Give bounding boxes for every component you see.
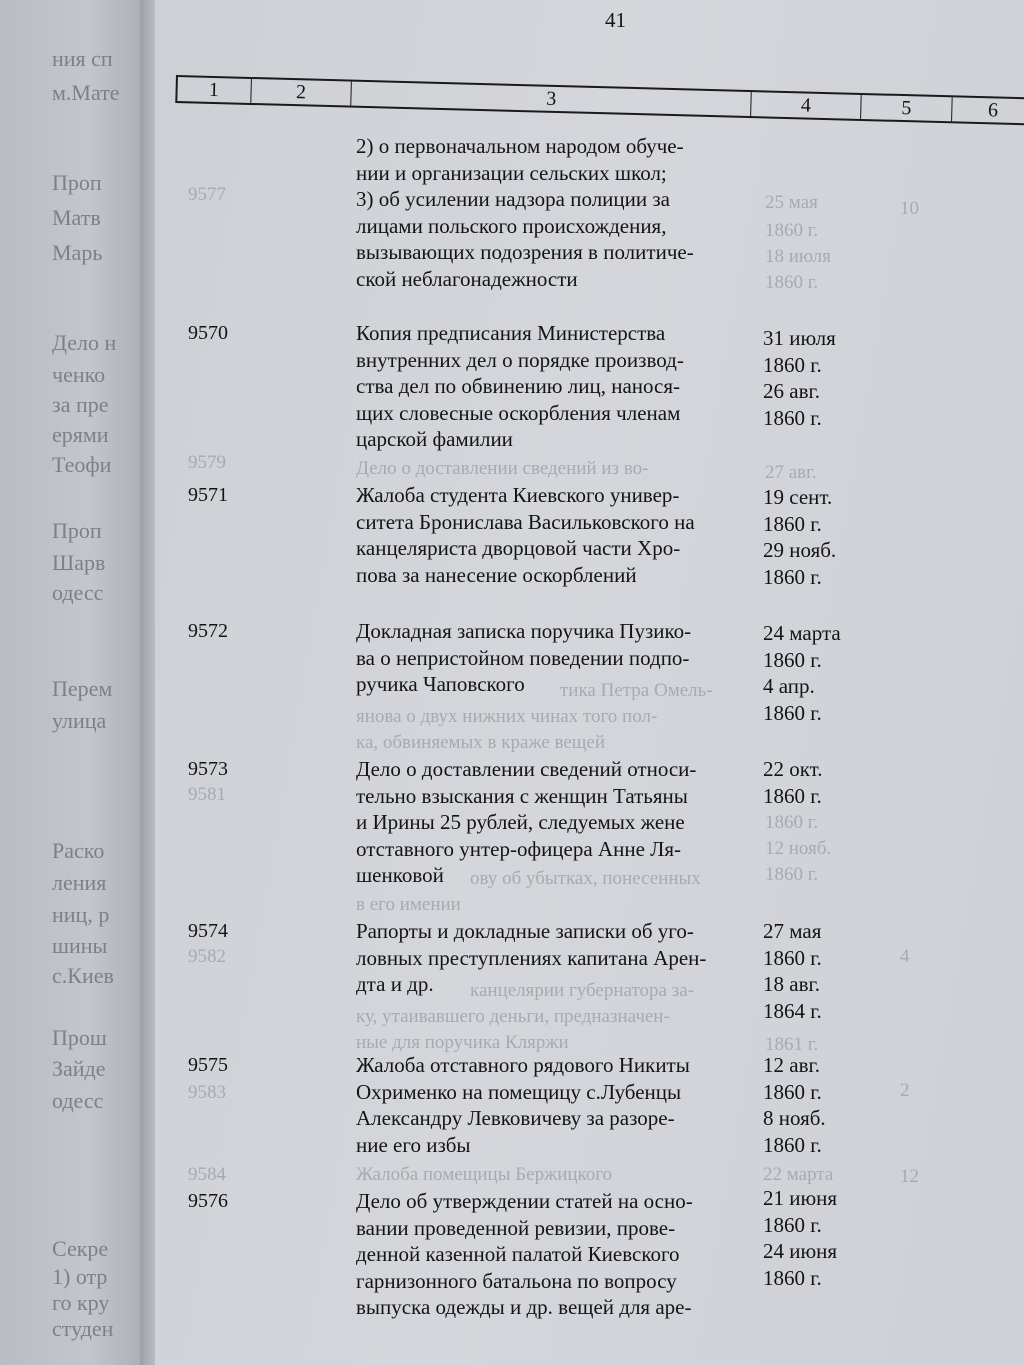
- bleed-through-text: 9581: [188, 784, 226, 805]
- bleed-through-text: 25 мая: [765, 192, 818, 213]
- header-col-6: 6: [987, 99, 999, 122]
- facing-page-fragment: Дело н: [52, 330, 117, 355]
- header-col-4: 4: [751, 92, 861, 119]
- facing-page-fragment: ления: [52, 870, 107, 895]
- bleed-through-text: янова о двух нижних чинах того пол-: [356, 706, 658, 727]
- description-line: 3) об усилении надзора полиции за: [356, 187, 671, 212]
- date-line: 27 мая: [763, 919, 822, 943]
- date-line: 1860 г.: [763, 1265, 822, 1290]
- facing-page-fragment: студен: [52, 1316, 114, 1341]
- bleed-through-text: 27 авг.: [765, 462, 817, 483]
- facing-page-fragment: одесс: [52, 580, 104, 605]
- facing-page-fragment: ерями: [52, 422, 109, 447]
- description-line: гарнизонного батальона по вопросу: [356, 1268, 677, 1293]
- date-line: 24 июня: [763, 1239, 838, 1264]
- date-line: 1860 г.: [763, 1212, 822, 1237]
- entry-dates: [763, 484, 836, 590]
- entry-dates: [763, 756, 823, 809]
- description-line: Дело о доставлении сведений относи-: [356, 757, 697, 781]
- bleed-through-text: 1860 г.: [765, 812, 819, 833]
- description-line: Рапорты и докладные записки об уго-: [356, 919, 694, 943]
- description-line: ситета Бронислава Васильковского на: [356, 509, 695, 534]
- description-line: ние его избы: [356, 1132, 471, 1157]
- description-line: Охрименко на помещицу с.Лубенцы: [356, 1079, 682, 1104]
- description-line: отставного унтер-офицера Анне Ля-: [356, 836, 682, 861]
- facing-page-fragment: Шарв: [52, 550, 106, 575]
- date-line: 1860 г.: [763, 945, 822, 970]
- bleed-through-text: канцелярии губернатора за-: [470, 980, 694, 1001]
- description-line: Жалоба студента Киевского универ-: [356, 483, 680, 507]
- entry-dates: [763, 918, 822, 1024]
- bleed-through-text: ку, утаивавшего деньги, предназначен-: [356, 1006, 670, 1027]
- date-line: 22 окт.: [763, 757, 823, 781]
- description-line: Копия предписания Министерства: [356, 321, 666, 345]
- entry-dates: [763, 1185, 837, 1291]
- description-line: шенковой: [356, 863, 444, 888]
- description-line: ства дел по обвинению лиц, нанося-: [356, 374, 680, 399]
- bleed-through-text: в его имении: [356, 894, 461, 915]
- description-line: царской фамилии: [356, 427, 513, 452]
- description-line: ва о непристойном поведении подпо-: [356, 645, 690, 670]
- entry-number: 9575: [188, 1054, 228, 1076]
- date-line: 19 сент.: [763, 485, 833, 509]
- bleed-through-text: 10: [900, 198, 919, 219]
- description-line: Докладная записка поручика Пузико-: [356, 619, 692, 643]
- facing-page-fragment: Теофи: [52, 452, 112, 477]
- date-line: 29 нояб.: [763, 538, 837, 563]
- description-line: и Ирины 25 рублей, следуемых жене: [356, 810, 685, 835]
- facing-page-fragment: ниц, р: [52, 902, 110, 927]
- entry-number: 9574: [188, 920, 228, 942]
- bleed-through-text: 22 марта: [763, 1164, 834, 1185]
- facing-page-fragment: м.Мате: [52, 80, 120, 105]
- bleed-through-text: ка, обвиняемых в краже вещей: [356, 732, 606, 753]
- bleed-through-text: Дело о доставлении сведений из во-: [356, 458, 649, 479]
- date-line: 1860 г.: [763, 783, 822, 808]
- entry-number: 9572: [188, 620, 228, 642]
- description-line: вызывающих подозрения в политиче-: [356, 240, 694, 265]
- header-col-3: 3: [351, 82, 752, 116]
- description-line: внутренних дел о порядке производ-: [356, 347, 684, 372]
- facing-page-fragment: за пре: [52, 392, 109, 417]
- description-line: тельно взыскания с женщин Татьяны: [356, 783, 688, 808]
- date-line: 21 июня: [763, 1186, 838, 1210]
- entry-description: [356, 320, 746, 453]
- description-line: денной казенной палатой Киевского: [356, 1242, 680, 1267]
- description-line: выпуска одежды и др. вещей для аре-: [356, 1295, 692, 1320]
- page-number: 41: [605, 8, 626, 32]
- description-line: пова за нанесение оскорблений: [356, 562, 637, 587]
- entry-number: 9573: [188, 758, 228, 780]
- description-line: лицами польского происхождения,: [356, 213, 667, 238]
- facing-page-fragment: го кру: [52, 1290, 110, 1315]
- date-line: 1860 г.: [763, 1132, 822, 1157]
- header-col-1: 1: [177, 77, 251, 103]
- bleed-through-text: 9584: [188, 1164, 226, 1185]
- date-line: 4 апр.: [763, 674, 815, 699]
- description-line: канцеляриста дворцовой части Хро-: [356, 536, 681, 561]
- bleed-through-text: 4: [900, 946, 910, 967]
- bleed-through-text: 1860 г.: [765, 272, 819, 293]
- date-line: 1860 г.: [763, 405, 822, 430]
- facing-page-fragment: Перем: [52, 676, 113, 701]
- description-line: Жалоба отставного рядового Никиты: [356, 1053, 690, 1077]
- bleed-through-text: тика Петра Омель-: [560, 680, 713, 701]
- facing-page-fragment: шины: [52, 933, 108, 958]
- facing-page-fragment: Проп: [52, 170, 102, 195]
- bleed-through-text: 12 нояб.: [765, 838, 832, 859]
- facing-page-fragment: ченко: [52, 362, 106, 387]
- facing-page-fragment: одесс: [52, 1088, 104, 1113]
- entry-dates: [763, 1052, 826, 1158]
- bleed-through-text: 9583: [188, 1082, 226, 1103]
- description-line: Дело об утверждении статей на осно-: [356, 1189, 693, 1213]
- date-line: 18 авг.: [763, 972, 820, 997]
- bleed-through-text: 18 июля: [765, 246, 831, 267]
- bleed-through-text: 9579: [188, 452, 226, 473]
- bleed-through-text: 1860 г.: [765, 864, 819, 885]
- entry-description: [356, 618, 746, 698]
- entry-description: [356, 1188, 746, 1321]
- description-line: вании проведенной ревизии, прове-: [356, 1215, 676, 1240]
- facing-page-fragment: Секре: [52, 1236, 109, 1261]
- facing-page-fragment: Проп: [52, 518, 102, 543]
- entry-description: [356, 756, 746, 889]
- date-line: 1860 г.: [763, 511, 822, 536]
- facing-page-fragment: Матв: [52, 205, 101, 230]
- facing-page-fragment: с.Киев: [52, 963, 114, 988]
- description-line: ской неблагонадежности: [356, 266, 578, 291]
- entry-dates: [763, 325, 836, 431]
- bleed-through-text: Жалоба помещицы Бержицкого: [356, 1164, 613, 1185]
- bleed-through-text: 1861 г.: [765, 1034, 819, 1055]
- date-line: 1860 г.: [763, 352, 822, 377]
- facing-page-fragment: 1) отр: [52, 1264, 108, 1289]
- entry-description: [356, 482, 746, 588]
- date-line: 1860 г.: [763, 1079, 822, 1104]
- date-line: 31 июля: [763, 326, 836, 350]
- facing-page-fragment: Зайде: [52, 1056, 106, 1081]
- entry-dates: [763, 620, 841, 726]
- entry-number: 9571: [188, 484, 228, 506]
- facing-page-fragment: ния сп: [52, 46, 113, 71]
- description-line: щих словесные оскорбления членам: [356, 400, 681, 425]
- date-line: 26 авг.: [763, 379, 820, 404]
- bleed-through-text: 9582: [188, 946, 226, 967]
- bleed-through-text: 12: [900, 1166, 919, 1187]
- header-col-2: 2: [251, 79, 352, 106]
- bleed-through-text: ные для поручика Кляржи: [356, 1032, 569, 1053]
- date-line: 1860 г.: [763, 647, 822, 672]
- bleed-through-text: 1860 г.: [765, 220, 819, 241]
- bleed-through-text: ову об убытках, понесенных: [470, 868, 701, 889]
- entry-number: 9570: [188, 322, 228, 344]
- description-line: дта и др.: [356, 972, 434, 997]
- description-line: нии и организации сельских школ;: [356, 160, 667, 185]
- date-line: 1864 г.: [763, 998, 822, 1023]
- date-line: 8 нояб.: [763, 1106, 826, 1131]
- description-line: ловных преступлениях капитана Арен-: [356, 945, 707, 970]
- facing-page: [0, 0, 150, 1365]
- entry-description: [356, 133, 746, 293]
- entry-description: [356, 1052, 746, 1158]
- date-line: 1860 г.: [763, 564, 822, 589]
- bleed-through-text: 2: [900, 1080, 910, 1101]
- description-line: ручика Чаповского: [356, 672, 525, 697]
- facing-page-fragment: Прош: [52, 1025, 107, 1050]
- date-line: 1860 г.: [763, 700, 822, 725]
- description-line: 2) о первоначальном народом обуче-: [356, 134, 684, 158]
- bleed-through-text: 9577: [188, 184, 226, 205]
- date-line: 24 марта: [763, 621, 841, 645]
- entry-number: 9576: [188, 1190, 228, 1212]
- facing-page-fragment: улица: [52, 708, 107, 733]
- facing-page-fragment: Раско: [52, 838, 105, 863]
- description-line: Александру Левковичеву за разоре-: [356, 1106, 675, 1131]
- entry-description: [356, 918, 746, 998]
- header-col-5: 5: [861, 95, 953, 121]
- facing-page-fragment: Марь: [52, 240, 103, 265]
- date-line: 12 авг.: [763, 1053, 820, 1077]
